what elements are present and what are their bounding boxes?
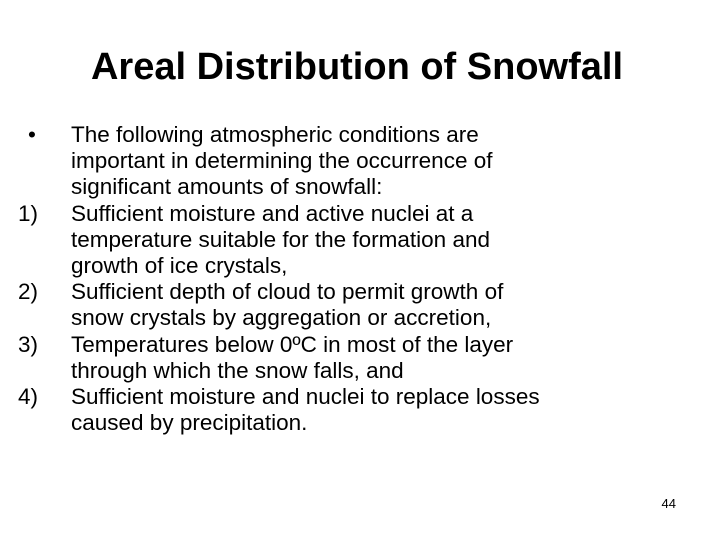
slide-body [18,122,698,436]
bullet-line: The following atmospheric conditions are [71,122,479,147]
condition-line: through which the snow falls, and [71,357,404,383]
condition-number: 4) [18,384,39,410]
page-number: 44 [661,496,676,511]
condition-line: caused by precipitation. [71,410,308,436]
bullet-marker: • [28,122,36,147]
bullet-line: significant amounts of snowfall: [71,174,383,200]
condition-number: 3) [18,331,39,357]
condition-item-2 [18,279,698,331]
slide-title: Areal Distribution of Snowfall [90,46,624,88]
condition-item-4 [18,384,698,436]
bullet-line: important in determining the occurrence of [71,148,493,174]
condition-line: Sufficient moisture and nuclei to replace losses [71,384,540,410]
condition-line: growth of ice crystals, [71,253,288,279]
condition-number: 2) [18,279,39,305]
intro-bullet [18,122,698,201]
condition-line: Temperatures below 0ºC in most of the layer [71,331,514,357]
condition-item-1 [18,201,698,280]
condition-line: snow crystals by aggregation or accretion, [71,305,492,331]
condition-number: 1) [18,200,39,226]
condition-line: temperature suitable for the formation and [71,226,490,252]
condition-line: Sufficient depth of cloud to permit growth of [71,279,504,305]
condition-item-3 [18,332,698,384]
condition-line: Sufficient moisture and active nuclei at a [71,200,474,226]
